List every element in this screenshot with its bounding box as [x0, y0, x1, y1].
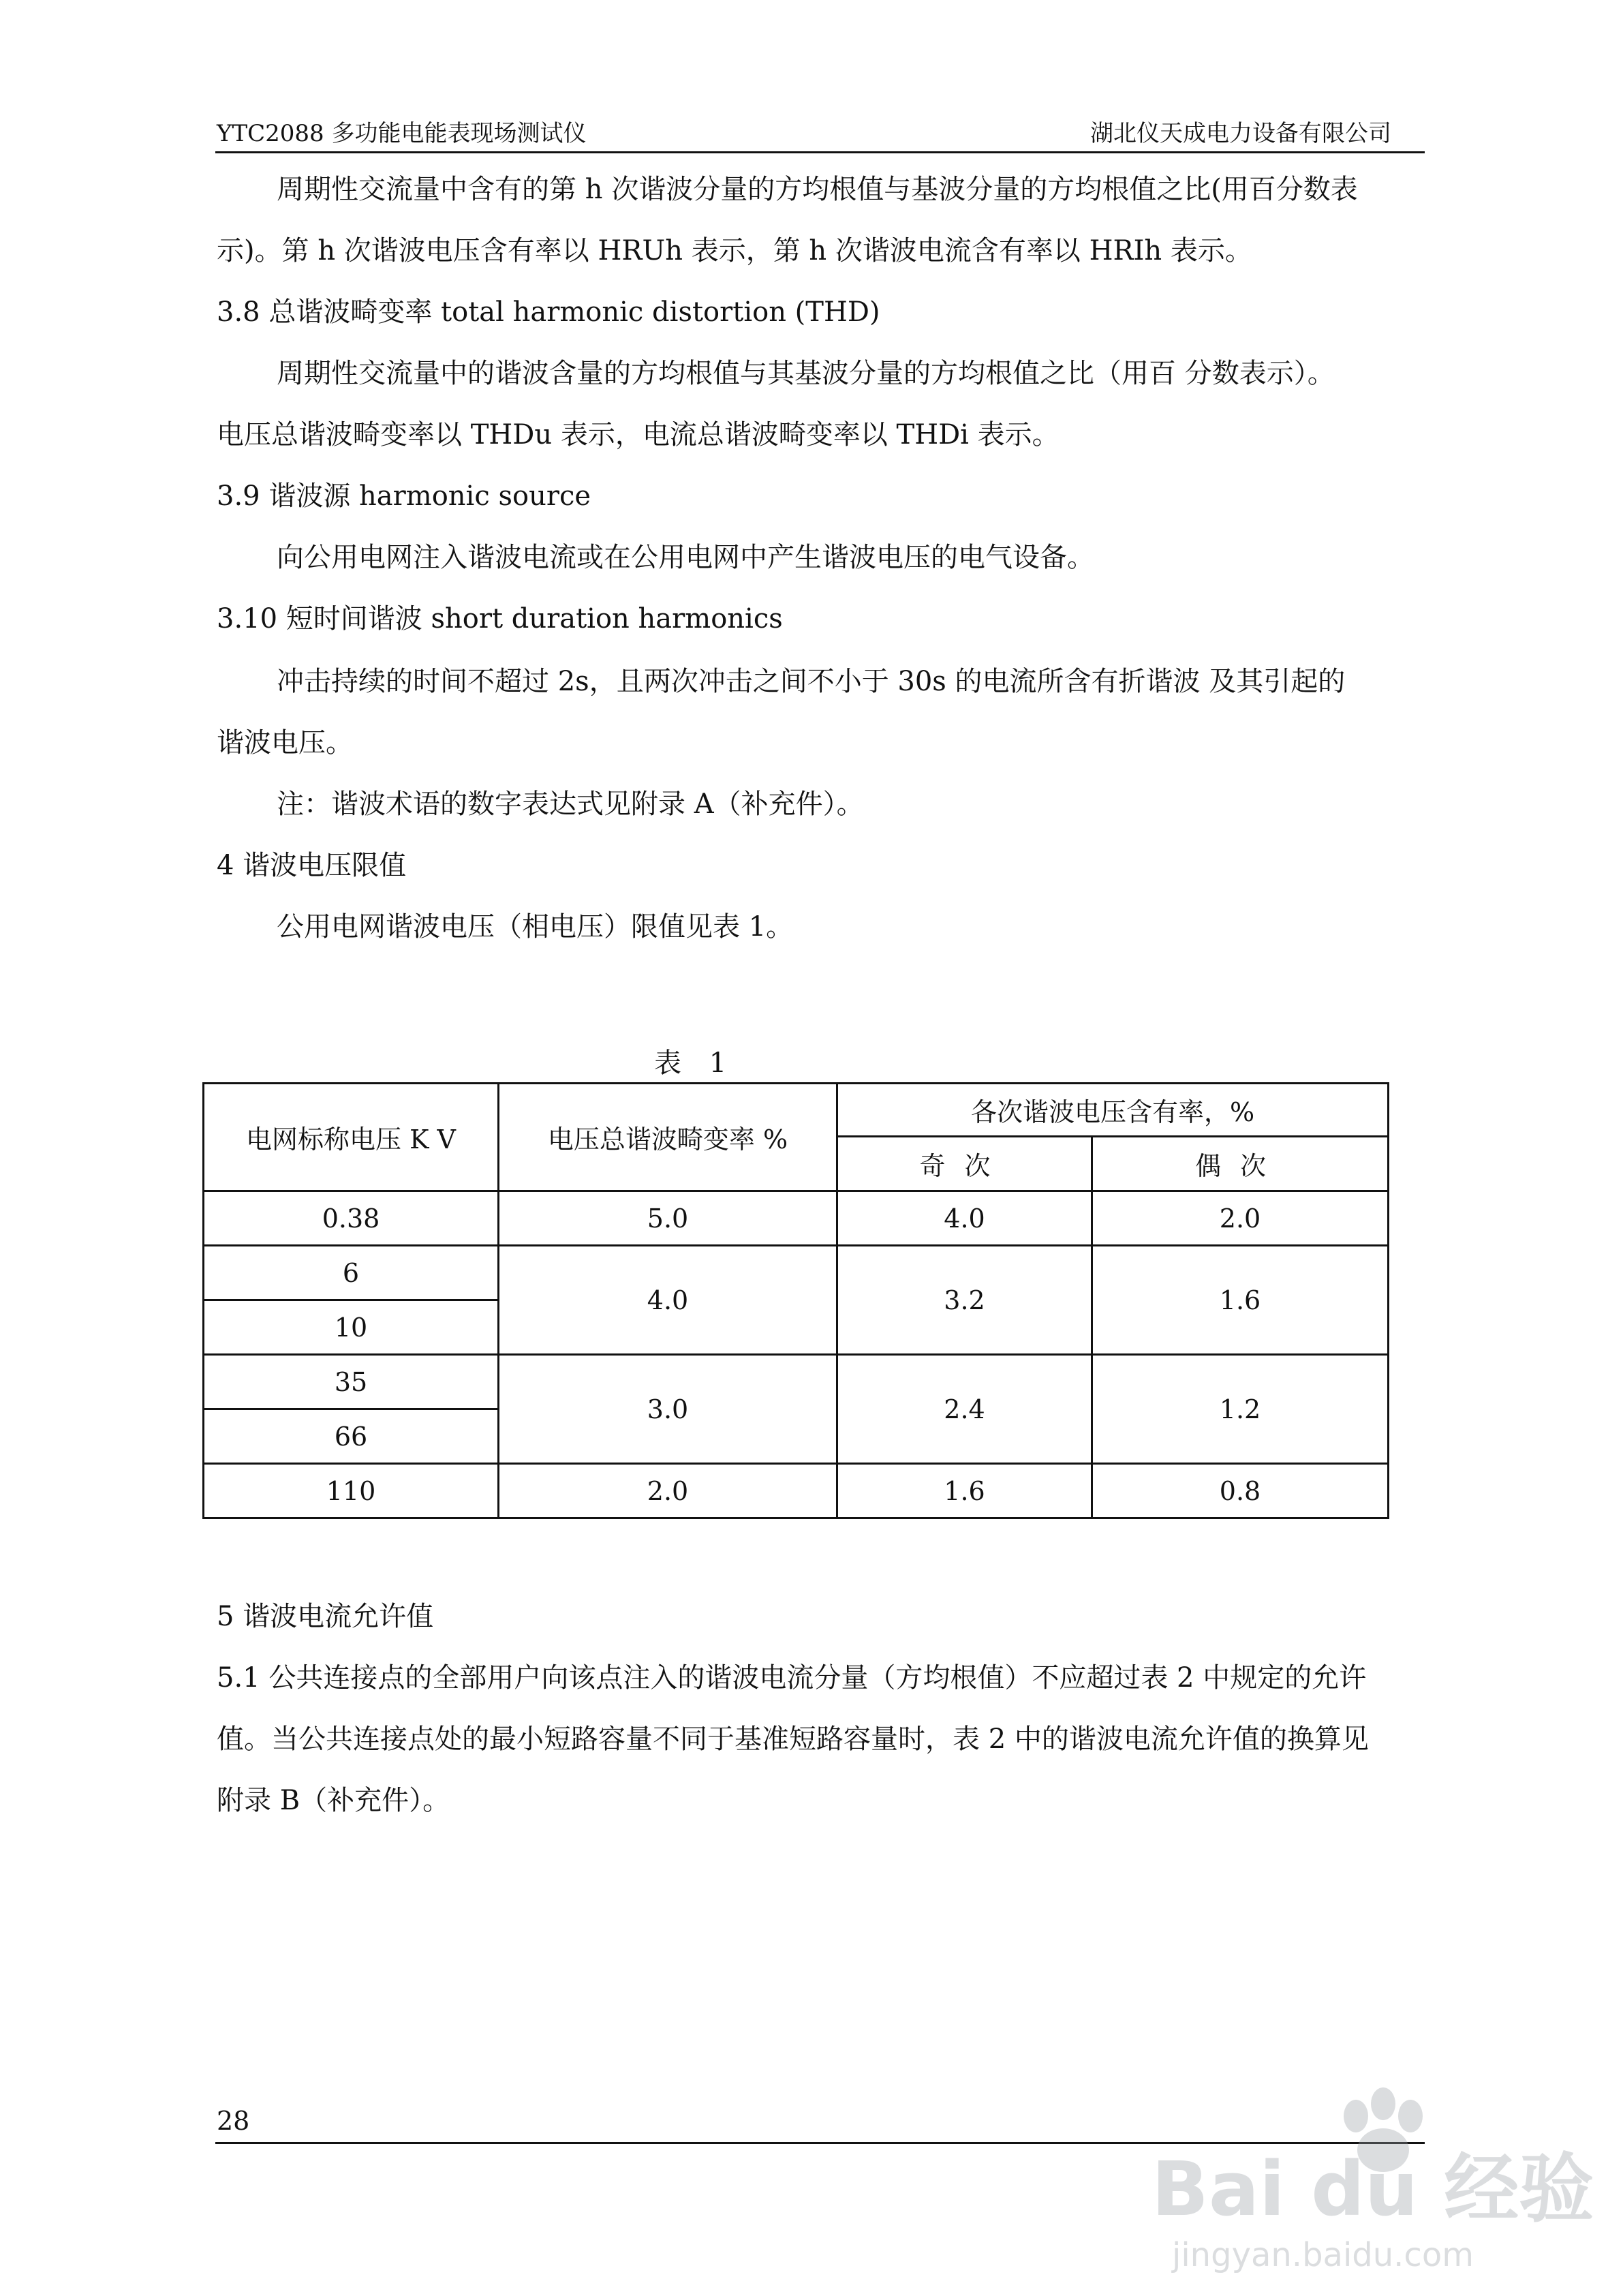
section-3-9-line1: 向公用电网注入谐波电流或在公用电网中产生谐波电压的电气设备。	[277, 542, 1094, 573]
watermark-logo-text: Bai du 经验	[1151, 2145, 1594, 2233]
cell-voltage: 0.38	[204, 1191, 499, 1246]
cell-thd: 4.0	[499, 1246, 837, 1355]
cell-voltage: 6	[204, 1246, 499, 1300]
section-5-1-line1: 5.1 公共连接点的全部用户向该点注入的谐波电流分量（方均根值）不应超过表 2 中规定的允许	[217, 1662, 1367, 1694]
header-even-harmonics: 偶次	[1092, 1137, 1389, 1191]
cell-odd: 4.0	[837, 1191, 1092, 1246]
note-appendix-a: 注：谐波术语的数字表达式见附录 A（补充件）。	[277, 789, 864, 820]
cell-odd: 3.2	[837, 1246, 1092, 1355]
table-row	[204, 1191, 1389, 1246]
cell-even: 1.2	[1092, 1355, 1389, 1464]
table-row	[204, 1246, 1389, 1300]
section-3-10-line1: 冲击持续的时间不超过 2s，且两次冲击之间不小于 30s 的电流所含有折谐波 及其引起的	[277, 666, 1346, 697]
paragraph-hru-def-line1: 周期性交流量中含有的第 h 次谐波分量的方均根值与基波分量的方均根值之比(用百分数表	[277, 174, 1358, 205]
section-5-1-line3: 附录 B（补充件）。	[217, 1785, 450, 1816]
header-total-thd: 电压总谐波畸变率 %	[499, 1084, 837, 1191]
table-row	[204, 1464, 1389, 1518]
cell-voltage: 10	[204, 1300, 499, 1355]
cell-thd: 5.0	[499, 1191, 837, 1246]
header-harmonic-content: 各次谐波电压含有率，%	[837, 1084, 1389, 1137]
section-3-8-line1: 周期性交流量中的谐波含量的方均根值与其基波分量的方均根值之比（用百 分数表示）。	[277, 358, 1335, 389]
table-1-caption: 表 1	[654, 1047, 727, 1079]
table-1-harmonic-voltage-limits	[202, 1082, 1389, 1519]
cell-even: 0.8	[1092, 1464, 1389, 1518]
header-company-name: 湖北仪天成电力设备有限公司	[1090, 120, 1391, 147]
section-3-8-line2: 电压总谐波畸变率以 THDu 表示，电流总谐波畸变率以 THDi 表示。	[217, 419, 1060, 450]
cell-voltage: 66	[204, 1409, 499, 1464]
cell-even: 1.6	[1092, 1246, 1389, 1355]
table-row	[204, 1355, 1389, 1409]
section-3-8-heading: 3.8 总谐波畸变率 total harmonic distortion (THD)	[217, 296, 880, 328]
cell-thd: 2.0	[499, 1464, 837, 1518]
section-5-heading: 5 谐波电流允许值	[217, 1601, 434, 1632]
cell-odd: 1.6	[837, 1464, 1092, 1518]
cell-voltage: 110	[204, 1464, 499, 1518]
header-product-title: YTC2088 多功能电能表现场测试仪	[217, 120, 587, 147]
cell-voltage: 35	[204, 1355, 499, 1409]
section-3-10-line2: 谐波电压。	[217, 727, 353, 759]
cell-even: 2.0	[1092, 1191, 1389, 1246]
section-5-1-line2: 值。当公共连接点处的最小短路容量不同于基准短路容量时，表 2 中的谐波电流允许值的换算见	[217, 1724, 1369, 1755]
baidu-jingyan-watermark	[1151, 2075, 1594, 2280]
section-4-heading: 4 谐波电压限值	[217, 850, 407, 881]
cell-odd: 2.4	[837, 1355, 1092, 1464]
page-number: 28	[217, 2106, 250, 2136]
cell-thd: 3.0	[499, 1355, 837, 1464]
header-divider	[215, 151, 1425, 153]
header-odd-harmonics: 奇次	[837, 1137, 1092, 1191]
section-4-line1: 公用电网谐波电压（相电压）限值见表 1。	[277, 911, 794, 943]
section-3-9-heading: 3.9 谐波源 harmonic source	[217, 480, 591, 512]
section-3-10-heading: 3.10 短时间谐波 short duration harmonics	[217, 603, 783, 634]
watermark-url: jingyan.baidu.com	[1172, 2236, 1474, 2274]
paragraph-hru-def-line2: 示)。第 h 次谐波电压含有率以 HRUh 表示，第 h 次谐波电流含有率以 HRIh 表示。	[217, 235, 1252, 266]
header-nominal-voltage: 电网标称电压 K V	[204, 1084, 499, 1191]
